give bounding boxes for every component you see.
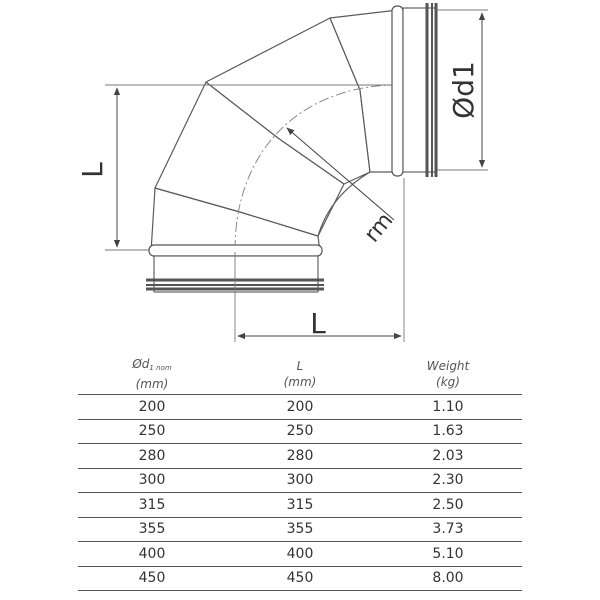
right-spigot [392, 3, 437, 177]
cell-weight: 2.50 [374, 493, 522, 518]
label-diameter: Ød1 [447, 61, 480, 119]
header-length: L (mm) [226, 352, 374, 395]
cell-weight: 2.30 [374, 468, 522, 493]
elbow-body [151, 10, 398, 252]
cell-length: 450 [226, 566, 374, 591]
table-header-row [78, 352, 522, 395]
cell-length: 315 [226, 493, 374, 518]
table-row [78, 444, 522, 469]
cell-weight: 1.63 [374, 419, 522, 444]
cell-diameter: 400 [78, 542, 226, 567]
cell-length: 300 [226, 468, 374, 493]
table-row [78, 566, 522, 591]
bottom-bead [149, 245, 322, 256]
header-diameter: $Ød_{1 nom}$ (mm) [78, 352, 226, 395]
table-row [78, 493, 522, 518]
cell-length: 280 [226, 444, 374, 469]
label-length-horizontal: L [310, 307, 326, 340]
cell-weight: 1.10 [374, 395, 522, 420]
cell-diameter: 355 [78, 517, 226, 542]
cell-length: 355 [226, 517, 374, 542]
label-radius: rm [359, 208, 399, 248]
bottom-sleeve [154, 256, 318, 292]
table-row [78, 517, 522, 542]
header-weight: Weight (kg) [374, 352, 522, 395]
cell-length: 250 [226, 419, 374, 444]
cell-length: 200 [226, 395, 374, 420]
cell-weight: 8.00 [374, 566, 522, 591]
table-row [78, 542, 522, 567]
table-row [78, 468, 522, 493]
table-row [78, 395, 522, 420]
cell-diameter: 315 [78, 493, 226, 518]
cell-diameter: 250 [78, 419, 226, 444]
cell-length: 400 [226, 542, 374, 567]
table-row [78, 419, 522, 444]
cell-weight: 5.10 [374, 542, 522, 567]
label-length-vertical: L [76, 162, 109, 178]
cell-diameter: 200 [78, 395, 226, 420]
right-bead [392, 6, 403, 176]
cell-weight: 3.73 [374, 517, 522, 542]
cell-diameter: 450 [78, 566, 226, 591]
cell-diameter: 280 [78, 444, 226, 469]
cell-diameter: 300 [78, 468, 226, 493]
dimensions-table [78, 352, 522, 591]
cell-weight: 2.03 [374, 444, 522, 469]
